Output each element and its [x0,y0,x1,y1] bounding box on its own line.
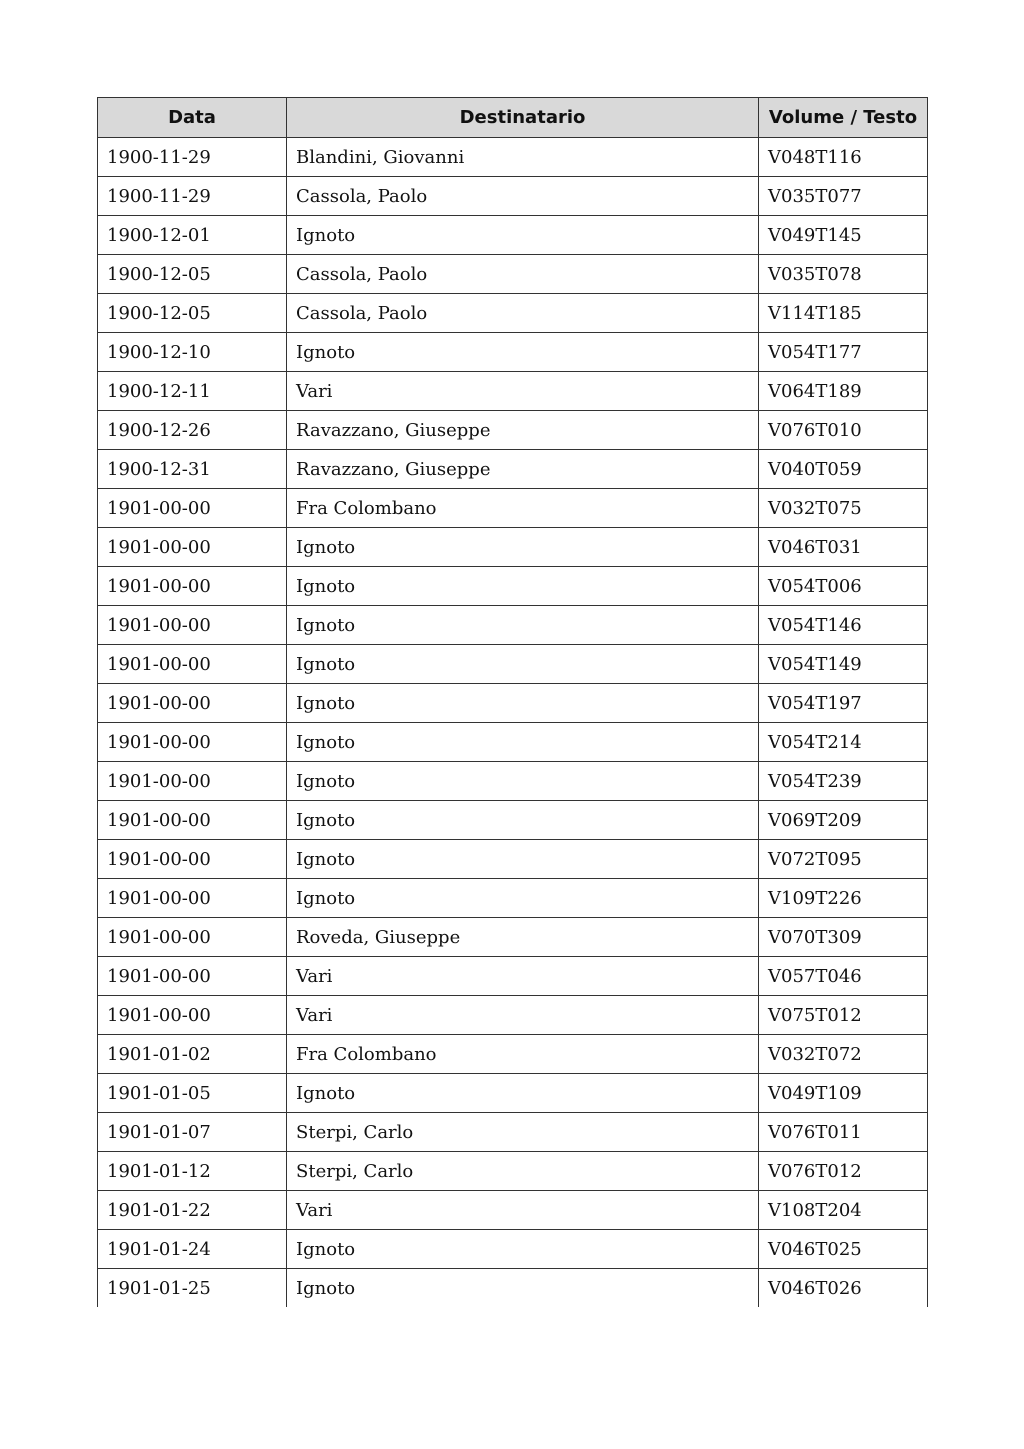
cell-date: 1901-01-12 [98,1152,287,1191]
cell-volume-text: V054T239 [759,762,928,801]
cell-recipient: Vari [287,372,759,411]
cell-date: 1900-11-29 [98,177,287,216]
cell-recipient: Fra Colombano [287,1035,759,1074]
table-row [98,957,928,996]
table-row [98,1191,928,1230]
cell-volume-text: V072T095 [759,840,928,879]
table-row [98,801,928,840]
cell-volume-text: V032T075 [759,489,928,528]
table-row [98,528,928,567]
cell-recipient: Vari [287,996,759,1035]
cell-volume-text: V064T189 [759,372,928,411]
cell-recipient: Vari [287,1191,759,1230]
cell-date: 1901-01-25 [98,1269,287,1308]
letters-table [97,97,928,1307]
table-row [98,294,928,333]
cell-volume-text: V054T149 [759,645,928,684]
cell-recipient: Ignoto [287,879,759,918]
cell-volume-text: V040T059 [759,450,928,489]
cell-recipient: Cassola, Paolo [287,255,759,294]
cell-volume-text: V035T078 [759,255,928,294]
cell-date: 1901-00-00 [98,684,287,723]
table-row [98,684,928,723]
table-row [98,645,928,684]
cell-volume-text: V076T012 [759,1152,928,1191]
cell-date: 1901-01-24 [98,1230,287,1269]
cell-recipient: Ignoto [287,1230,759,1269]
cell-recipient: Blandini, Giovanni [287,138,759,177]
cell-recipient: Ignoto [287,528,759,567]
cell-date: 1901-00-00 [98,489,287,528]
cell-volume-text: V057T046 [759,957,928,996]
cell-date: 1901-00-00 [98,801,287,840]
cell-recipient: Ignoto [287,840,759,879]
cell-recipient: Ignoto [287,1269,759,1308]
table-row [98,567,928,606]
cell-volume-text: V108T204 [759,1191,928,1230]
table-row [98,138,928,177]
cell-recipient: Ignoto [287,333,759,372]
cell-recipient: Ignoto [287,801,759,840]
cell-date: 1901-00-00 [98,645,287,684]
table-row [98,1152,928,1191]
cell-recipient: Ignoto [287,684,759,723]
cell-volume-text: V046T025 [759,1230,928,1269]
cell-date: 1901-00-00 [98,567,287,606]
table-body [98,138,928,1308]
table-row [98,1035,928,1074]
cell-date: 1900-11-29 [98,138,287,177]
cell-volume-text: V076T010 [759,411,928,450]
table-row [98,450,928,489]
cell-date: 1901-00-00 [98,762,287,801]
cell-date: 1901-00-00 [98,723,287,762]
cell-volume-text: V054T146 [759,606,928,645]
cell-volume-text: V049T145 [759,216,928,255]
cell-volume-text: V075T012 [759,996,928,1035]
cell-recipient: Ignoto [287,723,759,762]
cell-date: 1900-12-31 [98,450,287,489]
cell-volume-text: V035T077 [759,177,928,216]
cell-volume-text: V054T177 [759,333,928,372]
cell-recipient: Cassola, Paolo [287,177,759,216]
cell-recipient: Ignoto [287,1074,759,1113]
cell-volume-text: V046T031 [759,528,928,567]
cell-recipient: Sterpi, Carlo [287,1113,759,1152]
table-row [98,255,928,294]
table-row [98,489,928,528]
cell-date: 1900-12-05 [98,255,287,294]
cell-date: 1901-00-00 [98,996,287,1035]
cell-recipient: Sterpi, Carlo [287,1152,759,1191]
table-row [98,1113,928,1152]
cell-recipient: Ignoto [287,645,759,684]
cell-date: 1901-01-02 [98,1035,287,1074]
cell-date: 1901-01-22 [98,1191,287,1230]
table-row [98,1074,928,1113]
cell-volume-text: V054T197 [759,684,928,723]
cell-recipient: Ignoto [287,216,759,255]
header-recipient: Destinatario [287,98,759,138]
cell-date: 1901-00-00 [98,606,287,645]
table-row [98,996,928,1035]
cell-volume-text: V054T006 [759,567,928,606]
cell-date: 1900-12-10 [98,333,287,372]
cell-volume-text: V049T109 [759,1074,928,1113]
table-row [98,723,928,762]
header-volume-text: Volume / Testo [759,98,928,138]
cell-recipient: Ravazzano, Giuseppe [287,450,759,489]
cell-recipient: Roveda, Giuseppe [287,918,759,957]
table-row [98,840,928,879]
cell-recipient: Fra Colombano [287,489,759,528]
table-row [98,606,928,645]
cell-volume-text: V114T185 [759,294,928,333]
cell-date: 1900-12-11 [98,372,287,411]
table-row [98,1230,928,1269]
cell-date: 1901-00-00 [98,528,287,567]
cell-date: 1901-01-05 [98,1074,287,1113]
table-row [98,177,928,216]
cell-volume-text: V069T209 [759,801,928,840]
cell-volume-text: V070T309 [759,918,928,957]
cell-volume-text: V046T026 [759,1269,928,1308]
table-row [98,372,928,411]
cell-date: 1900-12-26 [98,411,287,450]
cell-volume-text: V054T214 [759,723,928,762]
cell-volume-text: V032T072 [759,1035,928,1074]
cell-volume-text: V048T116 [759,138,928,177]
cell-date: 1901-01-07 [98,1113,287,1152]
table-row [98,918,928,957]
table-row [98,216,928,255]
cell-date: 1901-00-00 [98,879,287,918]
cell-date: 1901-00-00 [98,840,287,879]
cell-volume-text: V076T011 [759,1113,928,1152]
cell-recipient: Vari [287,957,759,996]
cell-date: 1901-00-00 [98,918,287,957]
table-header-row [98,98,928,138]
cell-recipient: Ignoto [287,606,759,645]
table-row [98,762,928,801]
letters-table-container [97,97,927,1307]
table-row [98,879,928,918]
cell-recipient: Cassola, Paolo [287,294,759,333]
cell-volume-text: V109T226 [759,879,928,918]
table-row [98,411,928,450]
cell-recipient: Ignoto [287,567,759,606]
table-row [98,333,928,372]
cell-date: 1900-12-01 [98,216,287,255]
table-row [98,1269,928,1308]
header-date: Data [98,98,287,138]
cell-date: 1900-12-05 [98,294,287,333]
cell-recipient: Ravazzano, Giuseppe [287,411,759,450]
cell-recipient: Ignoto [287,762,759,801]
cell-date: 1901-00-00 [98,957,287,996]
